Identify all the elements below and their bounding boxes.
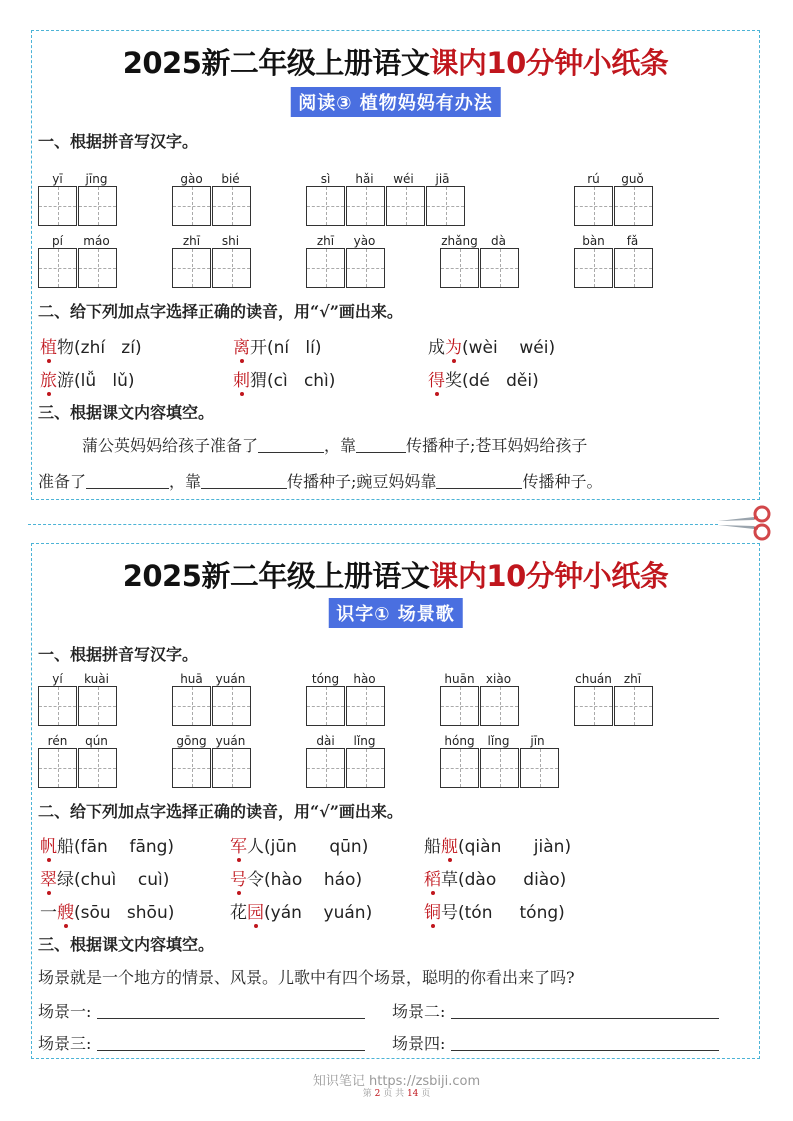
pronunciation-item: 稻草(dào diào) (424, 870, 567, 890)
writing-grid-cell[interactable] (212, 186, 251, 226)
section-2-heading: 二、给下列加点字选择正确的读音，用“√”画出来。 (38, 302, 403, 321)
writing-grid-cell[interactable] (480, 748, 519, 788)
writing-grid-cell[interactable] (440, 748, 479, 788)
section-2-heading: 二、给下列加点字选择正确的读音，用“√”画出来。 (38, 802, 403, 821)
cut-line (28, 524, 718, 525)
reading-option[interactable]: děi (506, 371, 533, 391)
answer-blank[interactable] (451, 1002, 719, 1019)
answer-blank[interactable] (258, 436, 324, 453)
pronunciation-item: 成为(wèi wéi) (428, 338, 556, 358)
writing-grid-cell[interactable] (306, 686, 345, 726)
worksheet-card-2: 2025新二年级上册语文课内10分钟小纸条 识字① 场景歌 一、根据拼音写汉字。 yí kuài huā yuán tóng hào huān xiào chuán zhī rén qún gōng yuán dài lǐng hóng lǐng jīn 二、给下列加点字选择正确的读音，用“√”画出来。 帆船(fān fāng) 军人(jūn qūn) 船舰(qiàn jiàn) 翠绿(chuì cuì) 号令(hào háo) 稻草(dào diào) 一艘(sōu shōu) 花园(yán yuán) 铜号(tón tóng) 三、根据课文内容填空。 场景就是一个地方的情景、风景。儿歌中有四个场景，聪明的你看出来了吗? 场景一: 场景二: 场景三: 场景四: (31, 543, 760, 1059)
writing-grid-cell[interactable] (440, 686, 479, 726)
writing-grid-cell[interactable] (78, 186, 117, 226)
pronunciation-item: 一艘(sōu shōu) (40, 903, 175, 923)
page-number: 第 2 页 共 14 页 (362, 1089, 431, 1099)
reading-option[interactable]: qiàn (464, 837, 502, 857)
reading-option[interactable]: háo (323, 870, 356, 890)
reading-option[interactable]: dào (464, 870, 497, 890)
answer-blank[interactable] (86, 472, 169, 489)
answer-blank[interactable] (451, 1034, 719, 1051)
writing-grid-cell[interactable] (306, 186, 345, 226)
reading-option[interactable]: shōu (126, 903, 168, 923)
writing-grid-cell[interactable] (172, 186, 211, 226)
reading-option[interactable]: yán (270, 903, 302, 923)
scene-line: 场景一: (38, 999, 365, 1022)
reading-option[interactable]: wéi (519, 338, 549, 358)
card-title: 2025新二年级上册语文课内10分钟小纸条 (122, 46, 669, 80)
writing-grid-cell[interactable] (38, 186, 77, 226)
writing-grid-cell[interactable] (172, 248, 211, 288)
reading-option[interactable]: chì (303, 371, 329, 391)
scene-line: 场景四: (392, 1031, 719, 1054)
pronunciation-item: 刺猬(cì chì) (233, 371, 336, 391)
scene-line: 场景三: (38, 1031, 365, 1054)
pronunciation-item: 号令(hào háo) (230, 870, 363, 890)
pronunciation-item: 军人(jūn qūn) (230, 837, 369, 857)
writing-grid-cell[interactable] (426, 186, 465, 226)
reading-option[interactable]: dé (468, 371, 490, 391)
pronunciation-item: 植物(zhí zí) (40, 338, 142, 358)
scene-intro: 场景就是一个地方的情景、风景。儿歌中有四个场景，聪明的你看出来了吗? (38, 968, 575, 987)
lesson-subtitle: 阅读③ 植物妈妈有办法 (290, 87, 501, 117)
writing-grid-cell[interactable] (520, 748, 559, 788)
pronunciation-item: 帆船(fān fāng) (40, 837, 175, 857)
reading-option[interactable]: wèi (468, 338, 498, 358)
writing-grid-cell[interactable] (172, 748, 211, 788)
answer-blank[interactable] (436, 472, 522, 489)
writing-grid-cell[interactable] (346, 748, 385, 788)
fill-line-1: 蒲公英妈妈给孩子准备了 ，靠 传播种子;苍耳妈妈给孩子 (82, 436, 588, 455)
reading-option[interactable]: fān (80, 837, 108, 857)
reading-option[interactable]: lí (305, 338, 315, 358)
lesson-subtitle: 识字① 场景歌 (328, 598, 463, 628)
writing-grid-cell[interactable] (306, 248, 345, 288)
scissors-icon (714, 503, 778, 543)
pronunciation-item: 旅游(lǚ lǔ) (40, 371, 135, 391)
writing-grid-cell[interactable] (574, 686, 613, 726)
section-1-heading: 一、根据拼音写汉字。 (38, 132, 199, 151)
reading-option[interactable]: jūn (270, 837, 297, 857)
reading-option[interactable]: yuán (323, 903, 366, 923)
pronunciation-item: 船舰(qiàn jiàn) (424, 837, 572, 857)
writing-grid-cell[interactable] (78, 748, 117, 788)
pronunciation-item: 得奖(dé děi) (428, 371, 539, 391)
reading-option[interactable]: diào (523, 870, 560, 890)
reading-option[interactable]: jiàn (533, 837, 565, 857)
writing-grid-cell[interactable] (306, 748, 345, 788)
section-1-heading: 一、根据拼音写汉字。 (38, 645, 199, 664)
writing-grid-cell[interactable] (480, 686, 519, 726)
answer-blank[interactable] (97, 1034, 365, 1051)
writing-grid-cell[interactable] (574, 186, 613, 226)
footer-watermark: 知识笔记 https://zsbiji.com (312, 1074, 481, 1089)
answer-blank[interactable] (356, 436, 406, 453)
reading-option[interactable]: cuì (137, 870, 163, 890)
reading-option[interactable]: sōu (80, 903, 111, 923)
reading-option[interactable]: hào (270, 870, 303, 890)
writing-grid-cell[interactable] (78, 686, 117, 726)
writing-grid-cell[interactable] (346, 248, 385, 288)
writing-grid-cell[interactable] (212, 686, 251, 726)
reading-option[interactable]: cì (273, 371, 288, 391)
worksheet-card-1: 2025新二年级上册语文课内10分钟小纸条 阅读③ 植物妈妈有办法 一、根据拼音写汉字。 yī jīng gào bié sì hǎi wéi jiā rú guǒ pí máo zhī shi zhī yào zhǎng dà bàn fǎ 二、给下列加点字选择正确的读音，用“√”画出来。 植物(zhí zí) 离开(ní lí) 成为(wèi wéi) 旅游(lǚ lǔ) 刺猬(cì chì) 得奖(dé děi) 三、根据课文内容填空。 蒲公英妈妈给孩子准备了 ，靠 传播种子;苍耳妈妈给孩子 准备了 ，靠 传播种子;豌豆妈妈靠 传播种子。 (31, 30, 760, 500)
reading-option[interactable]: zí (121, 338, 135, 358)
reading-option[interactable]: lǚ (80, 371, 97, 391)
reading-option[interactable]: fāng (129, 837, 168, 857)
writing-grid-cell[interactable] (38, 748, 77, 788)
writing-grid-cell[interactable] (386, 186, 425, 226)
writing-grid-cell[interactable] (78, 248, 117, 288)
writing-grid-cell[interactable] (172, 686, 211, 726)
section-3-heading: 三、根据课文内容填空。 (38, 403, 215, 422)
pronunciation-item: 铜号(tón tóng) (424, 903, 565, 923)
reading-option[interactable]: qūn (329, 837, 362, 857)
writing-grid-cell[interactable] (346, 686, 385, 726)
writing-grid-cell[interactable] (440, 248, 479, 288)
answer-blank[interactable] (201, 472, 287, 489)
pronunciation-item: 花园(yán yuán) (230, 903, 373, 923)
reading-option[interactable]: tóng (519, 903, 559, 923)
fill-line-2: 准备了 ，靠 传播种子;豌豆妈妈靠 传播种子。 (38, 472, 603, 491)
pronunciation-item: 翠绿(chuì cuì) (40, 870, 170, 890)
writing-grid-cell[interactable] (346, 186, 385, 226)
writing-grid-cell[interactable] (614, 186, 653, 226)
writing-grid-cell[interactable] (38, 248, 77, 288)
writing-grid-cell[interactable] (614, 248, 653, 288)
card-title: 2025新二年级上册语文课内10分钟小纸条 (122, 559, 669, 593)
section-3-heading: 三、根据课文内容填空。 (38, 935, 215, 954)
writing-grid-cell[interactable] (614, 686, 653, 726)
reading-option[interactable]: lǔ (112, 371, 128, 391)
reading-option[interactable]: tón (464, 903, 493, 923)
writing-grid-cell[interactable] (212, 748, 251, 788)
answer-blank[interactable] (97, 1002, 365, 1019)
pronunciation-item: 离开(ní lí) (233, 338, 322, 358)
writing-grid-cell[interactable] (38, 686, 77, 726)
writing-grid-cell[interactable] (574, 248, 613, 288)
scene-line: 场景二: (392, 999, 719, 1022)
reading-option[interactable]: chuì (80, 870, 117, 890)
writing-grid-cell[interactable] (212, 248, 251, 288)
writing-grid-cell[interactable] (480, 248, 519, 288)
reading-option[interactable]: zhí (80, 338, 106, 358)
reading-option[interactable]: ní (273, 338, 290, 358)
